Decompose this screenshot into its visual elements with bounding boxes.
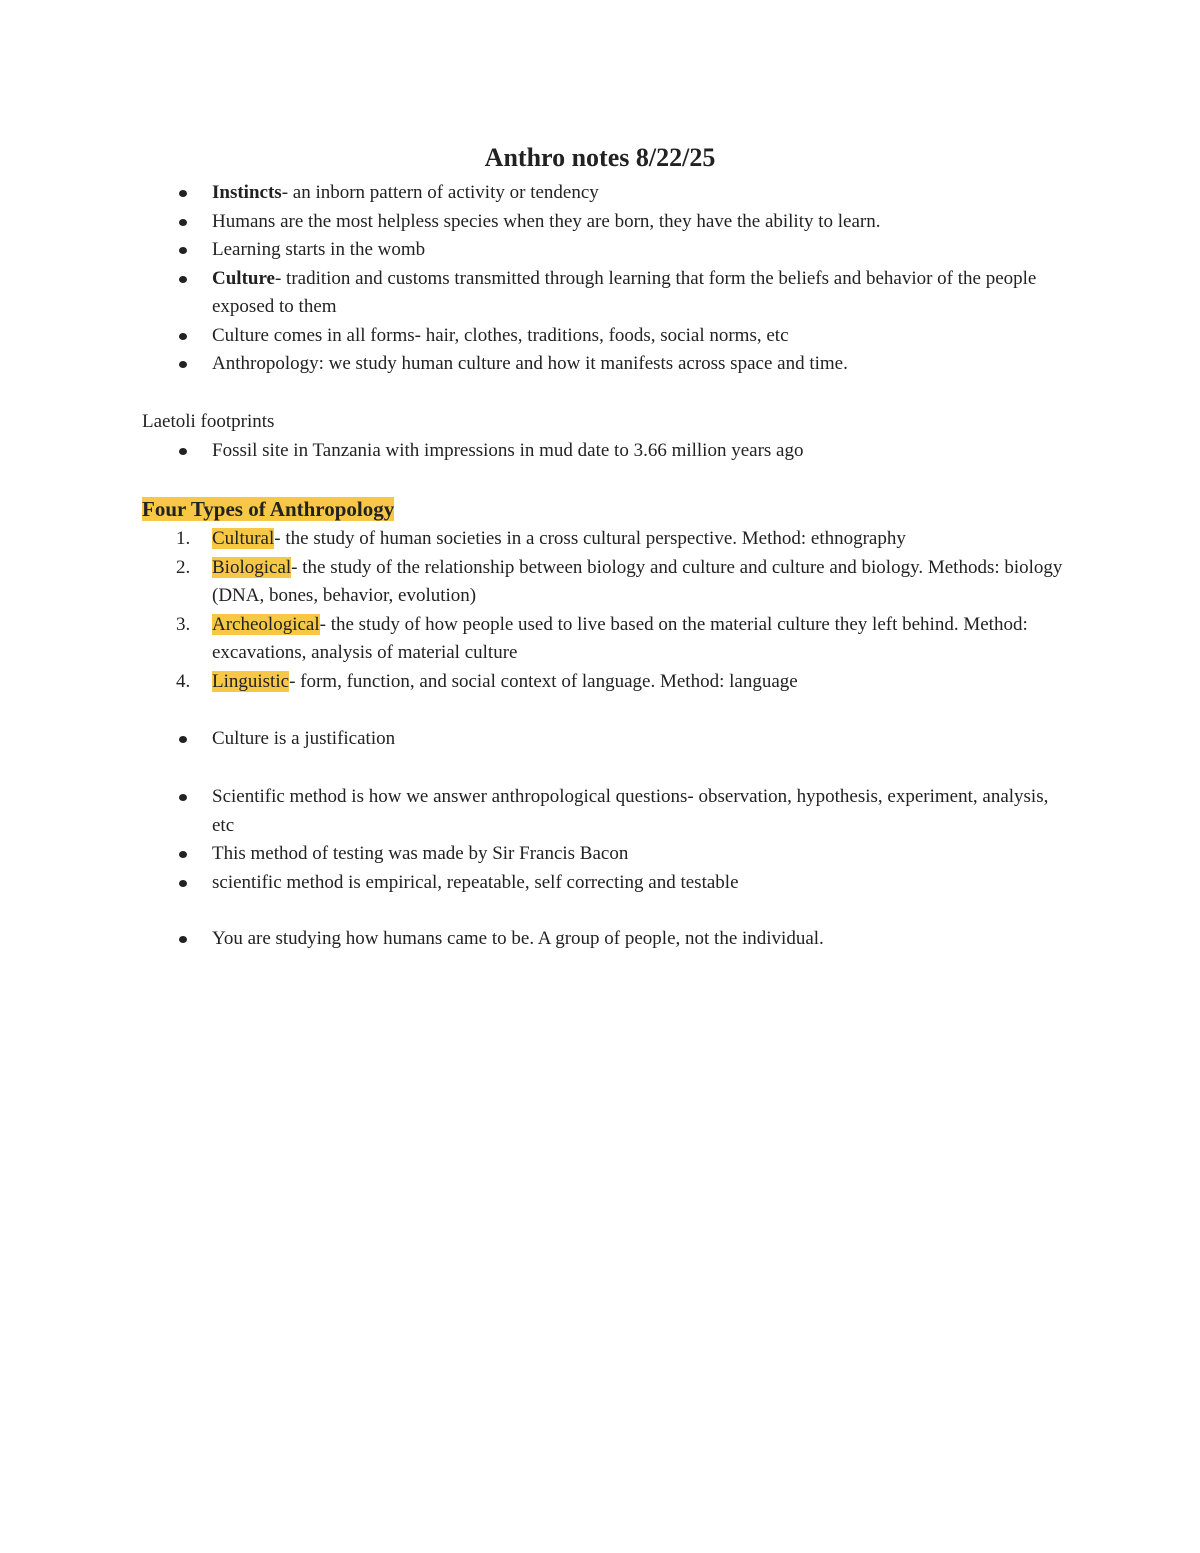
laetoli-label: Laetoli footprints [142, 411, 275, 432]
list-number: 1. [176, 528, 191, 549]
list-item-text: - an inborn pattern of activity or tendency [281, 182, 599, 203]
list-item-text: This method of testing was made by Sir Francis Bacon [212, 843, 629, 864]
bullet-icon [179, 361, 187, 368]
type-item-linguistic [142, 668, 1072, 697]
term-biological: Biological [212, 556, 292, 578]
intro-section [142, 179, 1072, 379]
list-item-text: Anthropology: we study human culture and how it manifests across space and time. [212, 353, 848, 374]
term-archeological: Archeological [212, 613, 320, 635]
list-item-text: scientific method is empirical, repeatable, self correcting and testable [212, 871, 739, 893]
list-item-culture [142, 265, 1072, 322]
bullet-icon [179, 190, 187, 197]
term-linguistic: Linguistic [212, 670, 290, 692]
bullet-icon [179, 794, 187, 801]
bullet-icon [179, 851, 187, 858]
type-item-archeological [142, 611, 1072, 668]
list-item [142, 783, 1072, 840]
laetoli-list [142, 437, 1072, 466]
laetoli-section [142, 408, 1072, 465]
closing-list [142, 925, 1072, 954]
list-item-text: Culture comes in all forms- hair, clothes, traditions, foods, social norms, etc [212, 324, 789, 346]
list-item [142, 925, 1072, 954]
types-list [142, 525, 1072, 696]
list-item [142, 322, 1072, 351]
bullet-icon [179, 880, 187, 887]
types-heading-wrap [142, 494, 1072, 524]
bullet-icon [179, 333, 187, 340]
term-cultural: Cultural [212, 528, 275, 549]
list-item-text: Learning starts in the womb [212, 239, 426, 260]
list-item-text: Scientific method is how we answer anthropological questions- observation, hypothesis, experiment, analysis, etc [212, 786, 1049, 836]
bullet-icon [179, 736, 187, 743]
list-number: 2. [176, 556, 191, 578]
list-item [142, 725, 1072, 754]
bullet-icon [179, 448, 187, 455]
term-culture: Culture [212, 267, 275, 289]
type-description: - form, function, and social context of language. Method: language [289, 670, 798, 692]
bullet-icon [179, 247, 187, 254]
types-section [142, 525, 1072, 696]
list-item [142, 869, 1072, 898]
type-description: - the study of the relationship between biology and culture and culture and biology. Methods: biology (DNA, bones, behavior, evolution) [212, 556, 1063, 606]
list-item [142, 437, 1072, 466]
list-item-text: - tradition and customs transmitted through learning that form the beliefs and behavior of the people exposed to them [212, 267, 1037, 317]
scientific-section [142, 783, 1072, 897]
type-item-cultural [142, 525, 1072, 554]
list-item [142, 350, 1072, 379]
term-instincts: Instincts [212, 182, 282, 203]
closing-section [142, 925, 1072, 954]
bullet-icon [179, 276, 187, 283]
list-number: 4. [176, 670, 191, 692]
bullet-icon [179, 936, 187, 943]
list-item-instincts [142, 179, 1072, 208]
list-item-text: Humans are the most helpless species when they are born, they have the ability to learn. [212, 210, 881, 232]
document-title: Anthro notes 8/22/25 [484, 143, 716, 172]
list-item-text: You are studying how humans came to be. A group of people, not the individual. [212, 928, 824, 949]
list-item [142, 208, 1072, 237]
bullet-icon [179, 219, 187, 226]
scientific-list [142, 783, 1072, 897]
type-description: - the study of how people used to live based on the material culture they left behind. Method: excavations, analysis of material culture [212, 613, 1028, 663]
list-item-text: Culture is a justification [212, 728, 396, 749]
type-item-biological [142, 554, 1072, 611]
list-item-text: Fossil site in Tanzania with impressions in mud date to 3.66 million years ago [212, 439, 804, 461]
section-heading [142, 494, 1072, 524]
list-number: 3. [176, 613, 191, 635]
intro-list [142, 179, 1072, 379]
list-item [142, 840, 1072, 869]
justification-section [142, 725, 1072, 754]
highlighted-heading: Four Types of Anthropology [142, 497, 395, 521]
justification-list [142, 725, 1072, 754]
type-description: - the study of human societies in a cross cultural perspective. Method: ethnography [274, 528, 906, 549]
list-item [142, 236, 1072, 265]
